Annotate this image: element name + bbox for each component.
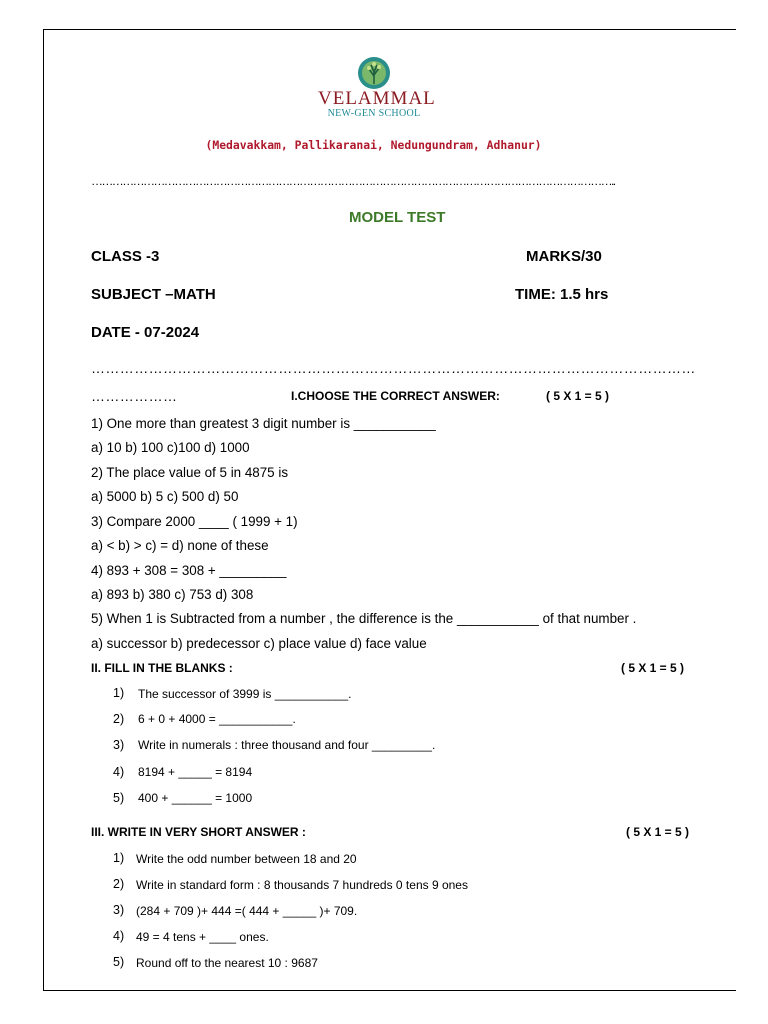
list-item-number: 2) <box>113 712 125 726</box>
section1-line: 2) The place value of 5 in 4875 is <box>91 465 289 480</box>
list-item-number: 5) <box>113 791 125 805</box>
separator-line: …………………………………………………………………………………………………………………………………….. <box>91 174 615 188</box>
section1-line: 3) Compare 2000 ____ ( 1999 + 1) <box>91 514 298 529</box>
tree-logo-icon <box>357 56 391 90</box>
list-item: Write in standard form : 8 thousands 7 hundreds 0 tens 9 ones <box>136 878 468 892</box>
list-item: Write in numerals : three thousand and four _________. <box>138 738 436 752</box>
separator-line: ……………… <box>91 388 178 404</box>
list-item: 400 + ______ = 1000 <box>138 791 253 805</box>
section3-heading: III. WRITE IN VERY SHORT ANSWER : <box>91 825 306 839</box>
school-subtitle: NEW-GEN SCHOOL <box>327 108 421 119</box>
date-label: DATE - 07-2024 <box>91 324 200 341</box>
list-item-number: 3) <box>113 903 125 917</box>
list-item: 8194 + _____ = 8194 <box>138 765 253 779</box>
page-border-bottom <box>43 990 736 991</box>
list-item-number: 4) <box>113 765 125 779</box>
subject-label: SUBJECT –MATH <box>91 286 216 303</box>
section1-line: a) < b) > c) = d) none of these <box>91 538 269 553</box>
list-item: The successor of 3999 is ___________. <box>138 687 352 701</box>
page-border-left <box>43 29 44 991</box>
section1-marks: ( 5 X 1 = 5 ) <box>546 389 610 403</box>
class-label: CLASS -3 <box>91 248 160 265</box>
section2-marks: ( 5 X 1 = 5 ) <box>621 661 685 675</box>
section1-line: a) successor b) predecessor c) place value d) face value <box>91 636 427 651</box>
section1-line: a) 10 b) 100 c)100 d) 1000 <box>91 440 250 455</box>
section1-heading: I.CHOOSE THE CORRECT ANSWER: <box>291 389 500 403</box>
page-border-top <box>43 29 736 30</box>
list-item: Write the odd number between 18 and 20 <box>136 852 357 866</box>
time-label: TIME: 1.5 hrs <box>515 286 609 303</box>
section1-line: 5) When 1 is Subtracted from a number , the difference is the ___________ of that number . <box>91 611 637 626</box>
list-item: 6 + 0 + 4000 = ___________. <box>138 712 296 726</box>
school-branches: (Medavakkam, Pallikaranai, Nedungundram, Adhanur) <box>205 138 542 152</box>
list-item-number: 4) <box>113 929 125 943</box>
school-name: VELAMMAL <box>318 88 436 109</box>
section2-heading: II. FILL IN THE BLANKS : <box>91 661 233 675</box>
section1-line: a) 5000 b) 5 c) 500 d) 50 <box>91 489 239 504</box>
marks-label: MARKS/30 <box>526 248 602 265</box>
list-item-number: 2) <box>113 877 125 891</box>
section1-line: 4) 893 + 308 = 308 + _________ <box>91 563 287 578</box>
separator-line: ……………………………………………………………………………………………………………… <box>91 360 696 376</box>
list-item: (284 + 709 )+ 444 =( 444 + _____ )+ 709. <box>136 904 358 918</box>
list-item-number: 1) <box>113 686 125 700</box>
section1-line: 1) One more than greatest 3 digit number is ___________ <box>91 416 436 431</box>
list-item: Round off to the nearest 10 : 9687 <box>136 956 318 970</box>
section3-marks: ( 5 X 1 = 5 ) <box>626 825 690 839</box>
test-title: MODEL TEST <box>349 209 446 226</box>
list-item-number: 3) <box>113 738 125 752</box>
list-item-number: 1) <box>113 851 125 865</box>
list-item-number: 5) <box>113 955 125 969</box>
list-item: 49 = 4 tens + ____ ones. <box>136 930 269 944</box>
section1-line: a) 893 b) 380 c) 753 d) 308 <box>91 587 254 602</box>
